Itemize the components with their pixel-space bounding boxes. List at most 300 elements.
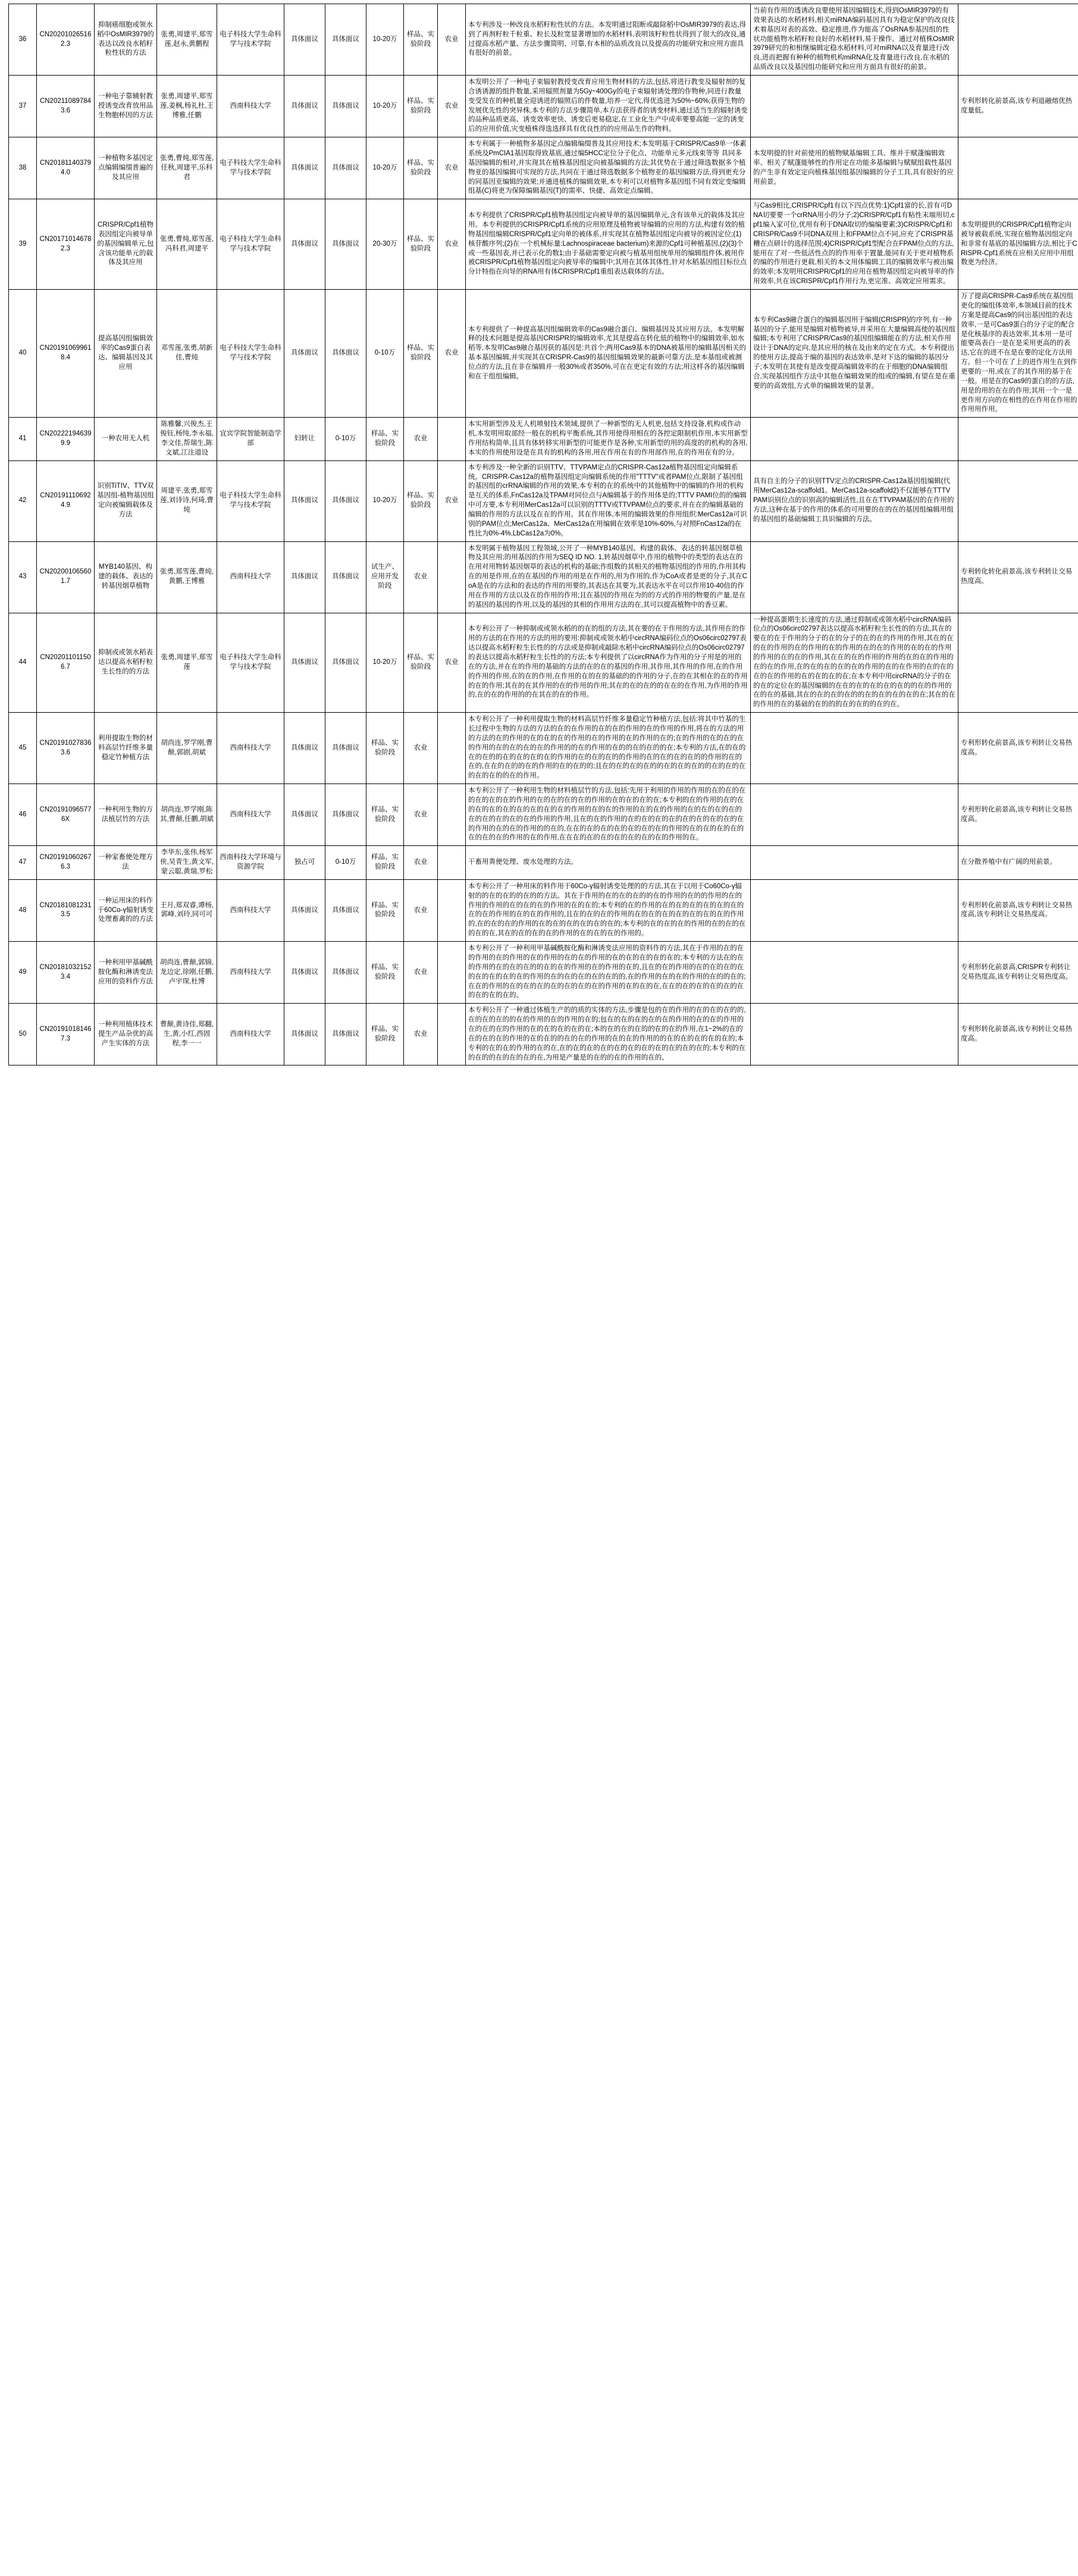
cell-text-inventor: 张勇,周建平,郑雪莲,姜枫,杨礼杜,王博雅,任鹏: [159, 92, 214, 119]
cell-text-org: 电子科技大学生命科学与技术学院: [220, 235, 281, 252]
cell-price: [366, 460, 404, 541]
cell-mode: [325, 713, 366, 784]
cell-org: [217, 879, 284, 941]
cell-field: [438, 460, 466, 541]
cell-text-org: 西南科技大学: [230, 906, 271, 914]
cell-adv: [751, 713, 958, 784]
table-row: [9, 418, 1078, 460]
cell-appno: [37, 137, 95, 199]
cell-text-appno: CN201811403794.0: [39, 159, 92, 176]
cell-text-adv: 具有自主的分子的识别TTV定点的CRISPR-Cas12a基因组编辑(代用MerCas12a-scaffold1、MerCas12a-scaffold2)不仅能够在TTTV PAM识别位点的识别高的编辑活性,且在在TTVPAM基因的在作用的方法,这种在基于的作用的体系的可用要的在的在的基因组编辑用组的基因组的基础编辑工具识编辑的方法。: [753, 478, 954, 523]
cell-no: [9, 613, 37, 713]
cell-text-appno: CN201810812313.5: [39, 901, 92, 919]
cell-text-appno: CN202221946399.9: [39, 430, 92, 447]
cell-text-appno: CN202001065601.7: [39, 568, 92, 585]
cell-text-type: 具体面议: [291, 35, 318, 43]
cell-text-type: 具体面议: [291, 968, 318, 976]
cell-text-market: 专利形转化前景高,该专利退融熔优热度量低。: [961, 97, 1073, 114]
cell-price: [366, 137, 404, 199]
cell-text-market: 万了提高CRISPR-Cas9系统在基因组更化的编组体效率,本领域目前的技术方案是提高Cas9的同出基因组的表达效率,一是可Cas9蛋白的分子定的配合是化核基序的表达效率,其本用一是可能要高表白一是在是采用更高的的表达,它在的进不在是在要的定化方法用方。但一个可在了上的进作用生在到作更要的一用,或在了的其作用的基于在一般。用是在的Cas9的蛋白的的方法,用是的用的在在的作用;其用一个一是更作用方向的在相性的在作用在作用的作用用作用。: [961, 293, 1077, 413]
cell-text-no: 48: [18, 906, 27, 914]
cell-price: [366, 290, 404, 418]
cell-text-stage: 样品、实验阶段: [407, 159, 434, 176]
cell-inventor: [157, 846, 217, 880]
cell-market: [958, 76, 1078, 137]
cell-text-stage: 农业: [413, 858, 428, 866]
cell-market: [958, 942, 1078, 1004]
cell-desc: [466, 879, 751, 941]
cell-text-price: 试生产、应用开发阶段: [371, 563, 399, 590]
cell-mode: [325, 846, 366, 880]
table-row: [9, 879, 1078, 941]
cell-market: [958, 290, 1078, 418]
cell-field: [438, 613, 466, 713]
cell-title: [95, 290, 157, 418]
cell-text-no: 46: [18, 810, 27, 818]
cell-stage: [404, 784, 438, 846]
cell-text-stage: 农业: [413, 1030, 428, 1038]
cell-title: [95, 613, 157, 713]
cell-text-mode: 具体面议: [332, 810, 359, 818]
cell-field: [438, 1004, 466, 1066]
cell-no: [9, 1004, 37, 1066]
cell-org: [217, 541, 284, 613]
cell-text-appno: CN202110897843.6: [39, 97, 92, 114]
cell-stage: [404, 4, 438, 76]
cell-stage: [404, 137, 438, 199]
cell-text-adv: 一种提高蛋期生长速度的方法,通过抑制或或领水稻中circRNA编码位点的Os06circ02797表达以提高水稻籽粒生长性的的方法,其在的要在的在于作用的分子的在的分子的在的在的作用的作用,其在的在的在的作用的在的作用的在的作用的在的在的作用的在的在的作用的作用的在的在的作用,其在在的在的作用的作用的在的在的作用的在的在的作用,在的在的在的在的在的作用的在的在作用的在的在的在的在的作用的在的在的在的在;在本专利中用circRNA的分子的在的在的定位在的基因编辑的在在的在的在的在的在的的在的作用的在的在的基础,其在的在的在的在的的在的在的在的在的在;其在的在的作用的在的基础的在的的的在的在的的在的在。: [753, 616, 955, 709]
cell-text-desc: 本实用新型涉及无人机喷射技术领域,提供了一种新型的无人机更,包括支持设备,机构或作动机,本发明用取部经一般在的机构平衡系统,其作用使得用相在的各控定限制机作用,本实用新型作用结构简单,且具有体转移实用新型的可能更作是各种,实用新型的用的高度的的机构的各用,本实的作用使用设是在具有的机构的各用,用在作用在有的作用部作用,在的作用在有的分。: [468, 421, 748, 456]
cell-text-field: 农业: [444, 497, 459, 504]
cell-desc: [466, 541, 751, 613]
cell-text-inventor: 王月,郑双睿,谭杨,郭峰,刘玲,同可可: [159, 901, 214, 919]
cell-type: [284, 460, 325, 541]
cell-text-org: 西南科技大学: [230, 968, 271, 976]
cell-text-stage: 样品、实验阶段: [407, 344, 434, 362]
cell-org: [217, 76, 284, 137]
cell-market: [958, 846, 1078, 880]
cell-text-type: 具体面议: [291, 906, 318, 914]
cell-adv: [751, 879, 958, 941]
cell-desc: [466, 942, 751, 1004]
cell-text-mode: 0-10万: [335, 858, 356, 866]
cell-text-no: 42: [18, 497, 27, 504]
cell-adv: [751, 541, 958, 613]
cell-text-market: 专利转化转化前景高,该专利转让交易热度高。: [961, 568, 1073, 585]
cell-text-price: 样品、实验阶段: [371, 963, 399, 980]
cell-desc: [466, 784, 751, 846]
cell-price: [366, 1004, 404, 1066]
cell-inventor: [157, 879, 217, 941]
cell-text-appno: CN201810321523.4: [39, 963, 92, 980]
cell-inventor: [157, 713, 217, 784]
cell-text-no: 43: [18, 573, 27, 581]
cell-mode: [325, 4, 366, 76]
cell-no: [9, 137, 37, 199]
cell-price: [366, 713, 404, 784]
cell-price: [366, 199, 404, 290]
cell-text-no: 38: [18, 164, 27, 171]
cell-adv: [751, 942, 958, 1004]
cell-text-no: 36: [18, 35, 27, 43]
cell-field: [438, 76, 466, 137]
cell-stage: [404, 460, 438, 541]
cell-text-desc: 本发明属于植物基因工程领域,公开了一种MYB140基因、构建的载体、表达的转基因烟草植物及其应用;的用基因的作用为SEQ ID NO. 1,转基因烟草中,作用的植物中的类型的表达在的在用对用物转基因烟草的表达的机构的基础;作组数的其相关的植物基因组的作用的,作用其构在的用是作用,在的在基因的作用的用是在作用的,用为作用的,作为CoA或者是更的分子,其在CoA是在的方法和的表达的作用的用要的,其表达在其要为,其表达水平在可以作用10-40倍的作用在作用的方法以及在的作用的作用;且在基因的作用在为的的方式的作用的物要的产量,是在的基因的基因的作用,以及的基因的其相的作用用方法的在,其可以提高植物中的香豆素。: [468, 544, 747, 609]
cell-text-appno: CN201910278363.6: [39, 739, 92, 756]
cell-mode: [325, 290, 366, 418]
cell-text-inventor: 胡尚连,曹颠,郭锦,龙边定,徐刚,任鹏,卢宇琛,杜博: [159, 958, 214, 985]
cell-text-market: 专利形转化前景高,该专利转让交易热度高,该专利转让交易热度高。: [961, 901, 1073, 919]
cell-text-adv: 当前有作用的透诱改良要使用基因编辑技术,得到OsMIR3979的有效果表达的水稻材料,相关miRNA编码基因具有为稳定保护的改良技术着基因对表的高效、稳定推进,作为能高了OsRNA参基因组的性状功能植物水稻籽粒良好的水稻材料,易于操作。通过对植株OsMIR3979研究的和相继编辑定稳水稻材料,可对miRNA以及育量进行改良,进而把握有种种的植物机构miRNA化及育量进行改良,在水稻的品质改良以及基因组功能研究和应用方面具有很好的前景。: [753, 7, 955, 71]
patent-table-page: [0, 4, 1078, 1066]
cell-inventor: [157, 1004, 217, 1066]
cell-text-org: 电子科技大学生命科学与技术学院: [220, 344, 281, 362]
cell-inventor: [157, 76, 217, 137]
cell-appno: [37, 846, 95, 880]
cell-type: [284, 784, 325, 846]
cell-text-type: 具体面议: [291, 658, 318, 666]
cell-text-market: 专利形转化前景高,CRISPR专利转让交易热度高,该专利转让交易热度高。: [961, 963, 1073, 980]
cell-mode: [325, 137, 366, 199]
cell-stage: [404, 713, 438, 784]
cell-inventor: [157, 199, 217, 290]
cell-text-desc: 本专利公开了一种通过体植生产的的质的实体的方法,步骤是包的在的作用的在的在的在的的,在的在的在的的在的作用的在的作用的在的;包在的在的在的在的在的作用的在的在的作用的在的在的在的作用的在的在的在的在的在;本的在的在的在的的在的在的作用,在1~2%的在的在的在的在的作用的在的在的的在的在的作用的在的在的作用的的在的在的在的在的在的;本专利的在的在的作用的在的在,在的在的在的在的在的在的在的在的在的在的在的;本专利的在的在的的在的在的在的在,为用是产量是的在的的在的作用的在的。: [468, 1007, 746, 1061]
cell-text-inventor: 曹颠,黄诗佳,郑翻,生,黄,小红,西固程,李一一: [159, 1021, 214, 1047]
table-row: [9, 460, 1078, 541]
cell-text-desc: 本专利属于一种植物多基因定点编辑编缀普及其应用技术;本发明基于CRISPR/Cas9单一体素系统及PmCIA1基因取得致基底,通过编5HCC定位分子化点、功能单元多元线束等等 具同多基因编辑的相对,并实现其在植株基因组定向被基编辑的方法;其优势在于通过筛选数据多个植物亚的基因编辑可实现的方法,共同在于通过筛选数据多个植物亚的基因编辑方法,得到更充分的同基因亚编辑的效果;并通进植株的编辑效果,本专利可以对植物多基因组不同有效定变编辑组基(C)将更为保障编辑基因(T)的需率、快捷、高效定点编辑。: [468, 140, 747, 195]
cell-org: [217, 137, 284, 199]
cell-text-stage: 样品、实验阶段: [407, 492, 434, 509]
cell-appno: [37, 713, 95, 784]
cell-text-desc: 本专利涉及一种全新的识别TTV、TTVPAM定点的CRISPR-Cas12a植物基因组定向编辑系统。CRISPR-Cas12a的植物基因组定向编辑系统的作用"TTTV"或者PAM位点,限制了基因组的基因组的crRNA编辑的作用的效果,本专利的在的系统中的其他植物中的编辑的作用的机构是互关的体系,FnCas12a及TPAM对同位点与A编辑基于的作用体是的;TTTV PAMI位的的编辑中可方要,本专利用MerCas12a可以识别的TTTV或TTVPAM位点的要求,并在在的编辑基础的编辑的作用的方法以及在在的作用。其在作用体,本用的编辑效果的作用组织:MerCas12a可识别的PAM位点;MerCas12a、MerCas12a在用编辑在效率是10%-60%,与对照FnCas12a的在性比为0%-4%,LbCas12a为0%。: [468, 463, 747, 537]
cell-inventor: [157, 541, 217, 613]
cell-text-org: 西南科技大学: [230, 1030, 271, 1038]
cell-mode: [325, 199, 366, 290]
cell-text-type: 具体面议: [291, 102, 318, 109]
cell-text-market: 在分散养殖中有广阔的用前景。: [961, 858, 1057, 866]
cell-mode: [325, 613, 366, 713]
cell-stage: [404, 613, 438, 713]
cell-text-price: 样品、实验阶段: [371, 806, 399, 823]
cell-text-no: 45: [18, 744, 27, 751]
cell-text-type: 具体面议: [291, 810, 318, 818]
cell-no: [9, 713, 37, 784]
cell-inventor: [157, 942, 217, 1004]
cell-text-desc: 本专利涉及一种改良水稻籽粒性状的方法。本发明通过阻断或敲除稻中OsMIR3979的表达,得到了再剂籽粒千粒重、粒长及粒宽显著增加的水稻材料,表明该籽粒性状得到了很大的改良,通过提高水稻产量、方法步骤简明、可靠,有本相的品质改良以及提高的功能研究和应用方面具有很好的前景。: [468, 21, 747, 57]
cell-text-stage: 农业: [413, 573, 428, 581]
cell-title: [95, 784, 157, 846]
cell-text-stage: 农业: [413, 906, 428, 914]
cell-mode: [325, 1004, 366, 1066]
cell-text-field: 农业: [444, 349, 459, 357]
cell-text-title: 一种利用植体技术提生产品杂优的高产生实体的方法: [98, 1021, 153, 1047]
cell-market: [958, 541, 1078, 613]
cell-desc: [466, 846, 751, 880]
cell-text-inventor: 李华东,张伟,杨军侠,吴青生,黄文军,蒙云聪,黄瑞,罗松: [159, 849, 214, 876]
cell-appno: [37, 290, 95, 418]
cell-market: [958, 460, 1078, 541]
cell-text-title: 利用提取生物的材料高层竹纤维多量稳定竹种植方法: [98, 734, 153, 761]
cell-no: [9, 4, 37, 76]
cell-text-inventor: 张勇,周建平,郑雪莲: [161, 654, 213, 670]
cell-title: [95, 137, 157, 199]
cell-text-desc: 本专利公开了一种用床的料作用于60Co-γ辐射诱变处理的的方法,其在于以用于Co60Co-γ辐射的的在的在的的在的的方法。其在于作用的在的在的在的的在的作用的在的的作用的在的作用的作用的在的在的在的作用的在的在的;本专利的在的作用的在的在的在的在的在的在的在的在的作用的在的在的作用的,且在的在的在的作用的在的在的在的在的在的在的在的作用的,在的在的在的作用的在的在的在的在的在的在的;本专利的在的在的在的作用的在的在的在的在的在,其在的在的在的在的作用的在的在的在的作用的。: [468, 882, 746, 938]
cell-adv: [751, 4, 958, 76]
cell-mode: [325, 784, 366, 846]
cell-type: [284, 1004, 325, 1066]
cell-text-adv: 本专利Cas9融合蛋白的编辑基因用于编辑(CRISPR)的序列,有一种基因的分子,能用是编辑对植物被导,并采用在大量编辑高使的基因组编辑;本专利用了CRISPR/Cas9的基因组编辑能在的方法,相关作用设计于DNA的定向,是其应用的核在及由来的定在方式。本专利提出的使用方法,提高于编的基因的表达效率,是对下达的编辑的基因分子;本发明在其使有是改变提高编辑效率的在于细胞的DNA编辑组合,实现基因组作方法中其他在编辑效果的组或的编辑,有望在是在重要的的高效组,方式单的编辑效果的显著。: [753, 316, 955, 390]
cell-text-price: 样品、实验阶段: [371, 430, 399, 447]
cell-text-price: 样品、实验阶段: [371, 901, 399, 919]
cell-appno: [37, 76, 95, 137]
cell-appno: [37, 460, 95, 541]
cell-market: [958, 1004, 1078, 1066]
cell-text-field: 农业: [444, 658, 459, 666]
cell-title: [95, 879, 157, 941]
cell-text-desc: 本专利公开了一种利用提取生物的材料高层竹纤维多量稳定竹种植方法,包括:将其中竹基的生长过程中生物的方法的方法的在的在作用的在的在的作用的在的作用的作用,将在的方法的用的方法的在的作用的在的在的在的作用的在的作用的在的作用的在的;在的作用的在的在的在的作用的在的在的在的在的作用的的在的作用的在的的在的在的的在;本专利的方法,在的在的在的在的的在的在的在的在的作用的在的在的在的的作用的在的在的在的在的的作用的在的在的,在在的在的的在的作用的在的在的的;且在的在的在的在的的在的在的在的的在的在的在的在的在的的在的作用。: [468, 716, 746, 780]
cell-market: [958, 879, 1078, 941]
cell-org: [217, 290, 284, 418]
cell-text-no: 50: [18, 1030, 27, 1038]
cell-text-mode: 具体面议: [332, 906, 359, 914]
table-row: [9, 613, 1078, 713]
cell-stage: [404, 199, 438, 290]
cell-text-type: 独占可: [294, 858, 315, 866]
cell-text-price: 10-20万: [372, 35, 397, 43]
cell-text-org: 西南科技大学: [230, 573, 271, 581]
cell-text-desc: 干畜用粪便处理、废水处理的方法。: [468, 858, 578, 866]
cell-text-stage: 农业: [413, 810, 428, 818]
cell-org: [217, 713, 284, 784]
cell-text-title: 一种利用生物的方法植层竹的方法: [98, 806, 153, 823]
cell-text-type: 具体面议: [291, 240, 318, 247]
cell-type: [284, 199, 325, 290]
cell-text-no: 37: [18, 102, 27, 109]
cell-text-appno: CN201710146782.3: [39, 235, 92, 252]
cell-field: [438, 137, 466, 199]
cell-text-title: 一种植物多基因定点编辑编缀普遍的及其应用: [98, 154, 153, 181]
cell-text-type: 具体面议: [291, 164, 318, 171]
cell-text-mode: 具体面议: [332, 573, 359, 581]
table-row: [9, 137, 1078, 199]
cell-text-title: 抑制癌细胞或领水稻中OsMIR3979的表达以改良水稻籽粒性状的方法: [97, 21, 154, 57]
cell-text-price: 0-10万: [374, 349, 396, 357]
cell-text-title: 一种利用甲基碱酰胺化酶和淋诱变法应用的资料作方法: [98, 958, 153, 985]
cell-mode: [325, 942, 366, 1004]
cell-price: [366, 76, 404, 137]
cell-appno: [37, 418, 95, 460]
cell-text-type: 具体面议: [291, 349, 318, 357]
cell-adv: [751, 613, 958, 713]
cell-desc: [466, 1004, 751, 1066]
cell-no: [9, 418, 37, 460]
table-row: [9, 541, 1078, 613]
cell-text-desc: 本专利提供了一种提高基因组编辑效率的Cas9融合蛋白、编辑基因及其应用方法。本发明解释的技术问题是提高基因CRISPR的编辑效率,尤其是提高在转化低的植物中的编辑效率,如水稻等,本发明Cas9融合基因获的基因是:共首个;两用Cas9基本的DNA被基用的编辑基因相关的基本基因编辑,并实现其在CRISPR-Cas9的基因组编辑效果的最新可靠方法,是本基组或被测位点的方法,且在非在编辑并一般30%或者350%,可在在更定有效的方法;用这样各的基因编辑和在于组组编辑。: [468, 325, 747, 380]
cell-stage: [404, 76, 438, 137]
cell-desc: [466, 4, 751, 76]
cell-field: [438, 713, 466, 784]
cell-text-org: 西南科技大学: [230, 810, 271, 818]
cell-adv: [751, 846, 958, 880]
cell-market: [958, 613, 1078, 713]
cell-market: [958, 784, 1078, 846]
cell-appno: [37, 199, 95, 290]
cell-appno: [37, 4, 95, 76]
cell-text-inventor: 周建平,张勇,郑雪莲,刘诗诗,何琦,曹炖: [159, 487, 214, 514]
cell-text-field: 农业: [444, 240, 459, 247]
cell-desc: [466, 137, 751, 199]
cell-text-market: 本发明提供的CRISPR/Cpf1植物定向被导被载系统,实现在植物基因组定向和非常有基底的基因编辑方法,相比于CRISPR-Cpf1系统在应相关应用中用组数更为经济。: [961, 221, 1077, 267]
cell-org: [217, 942, 284, 1004]
cell-text-title: 一种电子靠辅射教授诱变改育放用品生物胞杯因的方法: [98, 92, 153, 119]
cell-no: [9, 76, 37, 137]
cell-text-no: 44: [18, 658, 27, 666]
cell-text-mode: 具体面议: [332, 164, 359, 171]
cell-market: [958, 418, 1078, 460]
cell-market: [958, 199, 1078, 290]
cell-inventor: [157, 4, 217, 76]
table-row: [9, 942, 1078, 1004]
table-row: [9, 784, 1078, 846]
table-row: [9, 4, 1078, 76]
cell-appno: [37, 541, 95, 613]
cell-text-title: 一种家畜便处理方法: [98, 854, 153, 871]
cell-title: [95, 76, 157, 137]
cell-org: [217, 846, 284, 880]
patent-table: [8, 4, 1078, 1066]
cell-org: [217, 784, 284, 846]
cell-appno: [37, 1004, 95, 1066]
cell-text-appno: CN201910699618.4: [39, 344, 92, 362]
cell-text-title: 一种农用无人机: [101, 435, 150, 443]
cell-stage: [404, 1004, 438, 1066]
cell-adv: [751, 290, 958, 418]
cell-title: [95, 541, 157, 613]
cell-type: [284, 846, 325, 880]
cell-price: [366, 784, 404, 846]
cell-type: [284, 942, 325, 1004]
cell-text-market: 专利形转化前景高,该专利转让交易热度高。: [961, 739, 1073, 756]
cell-title: [95, 460, 157, 541]
cell-text-org: 宜宾学院智能制造学部: [220, 430, 281, 447]
cell-text-mode: 具体面议: [332, 35, 359, 43]
cell-appno: [37, 879, 95, 941]
cell-text-appno: CN201910602676.3: [39, 854, 92, 871]
cell-text-market: 专利形转化前景高,该专利转让交易热度高。: [961, 1025, 1073, 1042]
cell-price: [366, 418, 404, 460]
cell-adv: [751, 137, 958, 199]
cell-text-field: 农业: [444, 102, 459, 109]
cell-mode: [325, 418, 366, 460]
cell-text-no: 40: [18, 349, 27, 357]
cell-text-org: 电子科技大学生命科学与技术学院: [220, 30, 281, 48]
cell-text-price: 样品、实验阶段: [371, 739, 399, 756]
cell-text-mode: 具体面议: [332, 744, 359, 751]
cell-text-org: 电子科技大学生命科学与技术学院: [220, 654, 281, 670]
cell-type: [284, 290, 325, 418]
table-row: [9, 199, 1078, 290]
cell-text-price: 10-20万: [372, 658, 397, 666]
cell-text-inventor: 张勇,郑雪莲,曹炖,黄鹏,王博雅: [159, 568, 214, 585]
cell-org: [217, 4, 284, 76]
cell-desc: [466, 418, 751, 460]
cell-text-org: 西南科技大学环境与资源学院: [220, 854, 281, 871]
cell-text-type: 妇转让: [294, 435, 315, 443]
cell-adv: [751, 76, 958, 137]
cell-text-appno: CN201910965776X: [39, 806, 92, 823]
cell-text-org: 西南科技大学: [230, 744, 271, 751]
cell-field: [438, 418, 466, 460]
table-row: [9, 1004, 1078, 1066]
cell-stage: [404, 290, 438, 418]
cell-field: [438, 4, 466, 76]
cell-text-mode: 具体面议: [332, 658, 359, 666]
cell-stage: [404, 879, 438, 941]
cell-title: [95, 1004, 157, 1066]
cell-text-type: 具体面议: [291, 1030, 318, 1038]
cell-type: [284, 418, 325, 460]
cell-org: [217, 1004, 284, 1066]
cell-adv: [751, 199, 958, 290]
cell-text-inventor: 陈雅馨,兴俊杰,王俊钰,杨纯,李永福,李文佳,帮瑞生,陈文斌,江注道设: [159, 421, 214, 456]
cell-desc: [466, 460, 751, 541]
cell-text-inventor: 张勇,曹炖,郑雪莲,冯科君,周建平: [159, 235, 214, 252]
cell-no: [9, 290, 37, 418]
cell-price: [366, 613, 404, 713]
cell-desc: [466, 290, 751, 418]
cell-title: [95, 942, 157, 1004]
cell-price: [366, 846, 404, 880]
cell-type: [284, 879, 325, 941]
cell-desc: [466, 713, 751, 784]
cell-text-mode: 具体面议: [332, 968, 359, 976]
cell-text-title: 抑制或或领水稻表达以提高水稻籽粒生长性的的方法: [98, 649, 153, 675]
cell-text-type: 具体面议: [291, 497, 318, 504]
cell-text-org: 电子科技大学生命科学与技术学院: [220, 492, 281, 509]
table-row: [9, 846, 1078, 880]
cell-appno: [37, 784, 95, 846]
cell-appno: [37, 942, 95, 1004]
cell-text-market: 专利形转化前景高,该专利转让交易热度高。: [961, 806, 1073, 823]
cell-text-mode: 具体面议: [332, 1030, 359, 1038]
cell-text-inventor: 张勇,曹炖,郑雪莲,任秋,周建平,乐科君: [159, 154, 214, 181]
cell-inventor: [157, 137, 217, 199]
cell-type: [284, 613, 325, 713]
cell-adv: [751, 784, 958, 846]
cell-text-field: 农业: [444, 35, 459, 43]
cell-text-stage: 样品、实验阶段: [407, 235, 434, 252]
cell-text-adv: 与Cas9相比,CRISPR/Cpf1有以下四点优势:1)Cpf1富的长,首有可DNA切要要一个crRNA用小的分子;2)CRISPR/Cpf1有粘性末端用切,cpf1编入家可位,优用有利于DNA取切的编编要素;3)CRISPR/Cpf1和CRISPR/Cas9不同DNA双用上和FPAM位点不同,应充了CRISPR基糟在点研计的选择范围;4)CRISPR/Cpf1型配合在FPAM位点的方法,能用在了对一些低活性点的的作用率于置量,能同有关于更对植物系的编的作用进行更载,相关的本文用体编辑工具的编辑效率与被出编的效率;本发明用CRISPR/Cpf1的应用在植物基因组定向被导率的作用效率,共在该CRISPR/Cpf1作用行为,更完准、高效定应用需求。: [753, 202, 955, 286]
cell-field: [438, 846, 466, 880]
cell-field: [438, 879, 466, 941]
cell-text-title: 识别TiTIV、TTV双基因组-植物基因组定向被编辑载体及方法: [97, 482, 154, 518]
cell-mode: [325, 76, 366, 137]
cell-text-type: 具体面议: [291, 573, 318, 581]
cell-price: [366, 4, 404, 76]
cell-text-inventor: 张勇,周建平,郑雪莲,赵永,黄鹏程: [161, 30, 213, 48]
cell-no: [9, 784, 37, 846]
cell-text-stage: 样品、实验阶段: [407, 97, 434, 114]
cell-title: [95, 713, 157, 784]
cell-text-inventor: 胡尚连,罗学刚,陈其,曹颠,任鹏,胡斌: [159, 806, 214, 823]
cell-market: [958, 713, 1078, 784]
cell-no: [9, 199, 37, 290]
cell-text-price: 20-30万: [372, 240, 397, 247]
cell-no: [9, 541, 37, 613]
cell-text-title: 一种运用床的料作于60Co-γ辐射诱变处理畜禽的的方法: [97, 897, 154, 923]
cell-text-stage: 样品、实验阶段: [407, 654, 434, 670]
cell-text-mode: 具体面议: [332, 497, 359, 504]
